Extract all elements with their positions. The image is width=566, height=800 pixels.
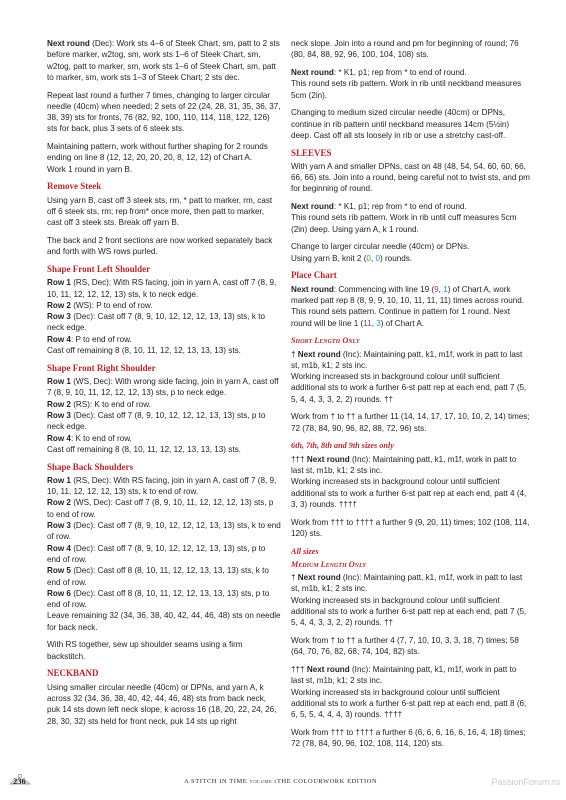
magazine-title: A STITCH IN TIME VOLUME 3 (184, 778, 277, 785)
paragraph: ††† Next round (Inc): Maintaining patt, k1, m1f, work in patt to last st, m1b, k1; 2 sts inc. Working increased sts in background colour until sufficient additional sts to work a further 6-st patt rep at each end, patt 8 (6, 6, 5, 5, 4, 4, 4, 3) rounds. †††† (291, 665, 527, 720)
heading-medium-length-only: Medium Length Only (291, 559, 367, 569)
watermark: PassionForum.ru (491, 777, 560, 787)
instruction-block: Row 1 (RS, Dec): With RS facing, join in yarn A, cast off 7 (8, 9, 10, 11, 12, 12, 12, 13) sts, k to neck edge. Row 2 (WS): P to end of row. Row 3 (Dec): Cast off 7 (8, 9, 10, 12, 12, 12, 13, 13) sts, k to neck edge. Row 4: P to end of row. Cast off remaining 8 (8, 10, 11, 12, 12, 13, 13, 13) sts. (47, 278, 277, 356)
heading-all-sizes: All sizes (291, 546, 319, 556)
paragraph: ††† Next round (Inc): Maintaining patt, k1, m1f, work in patt to last st, m1b, k1; 2 sts inc. Working increased sts in background colour until sufficient additional sts to work a further 6-st patt rep at each end, patt 4 (4, 3, 3) rounds. †††† (291, 454, 527, 509)
paragraph: Maintaining pattern, work without further shaping for 2 rounds ending on line 8 (12, 12, 20, 20, 20, 8, 12, 12) of Chart A. Work 1 round in yarn B. (47, 142, 268, 174)
paragraph: Change to larger circular needle (40cm) or DPNs. Using yarn B, knit 2 (0, 0) rounds. (291, 242, 470, 263)
heading-neckband: NECKBAND (47, 668, 99, 679)
page-footer (0, 773, 566, 793)
heading-shape-front-left-shoulder: Shape Front Left Shoulder (47, 264, 151, 274)
paragraph: Work from † to †† a further 11 (14, 14, 17, 17, 10, 10, 2, 14) times; 72 (78, 84, 90, 96, 82, 88, 72, 96) sts. (291, 412, 530, 433)
paragraph: With yarn A and smaller DPNs, cast on 48 (48, 54, 54, 60, 60, 66, 66, 66) sts. Join into a round, being careful not to twist sts, and pm for beginning of round. (291, 161, 530, 194)
paragraph: † Next round (Inc): Maintaining patt, k1, m1f, work in patt to last st, m1b, k1; 2 sts inc. Working increased sts in background colour until sufficient additional sts to work a further 6-st patt rep at each end, patt 7 (5, 5, 4, 4, 3, 3, 2, 2) rounds. †† (291, 349, 527, 404)
paragraph: Next round: * K1, p1; rep from * to end of round. This round sets rib pattern. Work in rib until cuff measures 5cm (2in) deep. Using yarn A, k 1 round. (291, 202, 517, 234)
paragraph: Changing to medium sized circular needle (40cm) or DPNs, continue in rib pattern until neckband measures 14cm (5½in) deep. Cast off all sts loosely in rib or use a stretchy cast-off. (291, 108, 510, 140)
paragraph: Using smaller circular needle (40cm) or DPNs, and yarn A, k across 32 (34, 36, 38, 40, 42, 44, 46, 48) sts from back neck, puk 14 sts down left neck slope, k across 16 (18, 20, 22, 24, 26, 28, 30, 32) sts held for front neck, puk 14 sts up right (47, 682, 277, 726)
left-column (47, 38, 281, 733)
heading-remove-steek: Remove Steek (47, 181, 102, 192)
paragraph: Repeat last round a further 7 times, changing to larger circular needle (40cm) when needed; 2 sets of 22 (24, 28, 31, 35, 36, 37, 38, 39) sts for fronts, 76 (82, 92, 100, 110, 114, 118, 122, 126) sts for back, plus 3 sets of 6 steek sts. (47, 90, 281, 134)
paragraph: Using yarn B, cast off 3 steek sts, rm, * patt to marker, rm, cast off 6 steek sts, rm; rep from* once more, then patt to marker, cast off 3 steek sts. Break off yarn B. (47, 195, 273, 228)
heading-place-chart: Place Chart (291, 270, 337, 281)
paragraph: Work from ††† to †††† a further 6 (6, 6, 6, 16, 6, 16, 4, 18) times; 72 (78, 84, 90, 96, 102, 108, 114, 120) sts. (291, 727, 526, 749)
paragraph: Next round: Commencing with line 19 (9, 1) of Chart A, work marked patt rep 8 (8, 9, 9, 10, 10, 11, 11, 11) times across round. This round sets pattern. Continue in pattern for 1 round. Next round will be line 1 (11, 3) of Chart A. (291, 284, 525, 328)
paragraph: Work from ††† to †††† a further 9 (9, 20, 11) times; 102 (108, 114, 120) sts. (291, 517, 530, 538)
heading-sleeves: SLEEVES (291, 147, 332, 158)
paragraph: Work from † to †† a further 4 (7, 7, 10, 10, 3, 3, 18, 7) times; 58 (64, 70, 76, 82, 68, 74, 104, 82) sts. (291, 636, 519, 657)
paragraph: Next round: * K1, p1; rep from * to end of round. This round sets rib pattern. Work in rib until neckband measures 5cm (2in). (291, 67, 522, 100)
right-column (291, 38, 531, 756)
edition-title: THE COLOURWORK EDITION (277, 778, 378, 785)
heading-shape-front-right-shoulder: Shape Front Right Shoulder (47, 362, 156, 373)
heading-shape-back-shoulders: Shape Back Shoulders (47, 461, 134, 472)
instruction-block: Row 1 (WS, Dec): With wrong side facing, join in yarn A, cast off 7 (8, 9, 10, 11, 12, 12, 12, 13) sts, p to neck edge. Row 2 (RS): K to end of row. Row 3 (Dec): Cast off 7 (8, 9, 10, 12, 12, 12, 13, 13) sts, p to neck edge. Row 4: K to end of row. Cast off remaining 8 (8, 10, 11, 12, 12, 13, 13, 13) sts. (47, 377, 279, 454)
paragraph: neck slope. Join into a round and pm for beginning of round; 76 (80, 84, 88, 92, 96, 100, 104, 108) sts. (291, 39, 519, 60)
paragraph: † Next round (Inc): Maintaining patt, k1, m1f, work in patt to last st, m1b, k1; 2 sts inc. Working increased sts in background colour until sufficient additional sts to work a further 6-st patt rep at each end, patt 7 (5, 5, 4, 4, 3, 3, 2, 2) rounds. †† (291, 573, 527, 628)
paragraph: The back and 2 front sections are now worked separately back and forth with WS rows purled. (47, 236, 273, 257)
heading-short-length-only: Short Length Only (291, 336, 360, 346)
paragraph: With RS together, sew up shoulder seams using a firm backstitch. (47, 640, 243, 661)
page-number: 236 (13, 776, 26, 786)
paragraph: Next round (Dec): Work sts 4–6 of Steek Chart, sm, patt to 2 sts before marker, w2tog, sm, work sts 1–6 of Steek Chart, sm, w2tog, patt to marker, sm, work sts 1–6 of Steek Chart, sm, patt to marker, sm, work sts 1–3 of Steek Chart; 2 sts dec. (47, 39, 280, 82)
heading-sizes-6-9: 6th, 7th, 8th and 9th sizes only (291, 441, 394, 451)
instruction-block: Row 1 (RS, Dec): With RS facing, join in yarn A, cast off 7 (8, 9, 10, 11, 12, 12, 12, 13) sts, k to end of row. Row 2 (WS, Dec): Cast off 7 (8, 9, 10, 11, 12, 12, 12, 13) sts, p to end of row. Row 3 (Dec): Cast off 7 (8, 9, 10, 12, 12, 12, 13, 13) sts, k to end of row. Row 4 (Dec): Cast off 7 (8, 9, 10, 12, 12, 12, 13, 13) sts, p to end of row. Row 5 (Dec): Cast off 8 (8, 10, 11, 12, 12, 13, 13, 13) sts, k to end of row. Row 6 (Dec): Cast off 8 (8, 10, 11, 12, 12, 13, 13, 13) sts, p to end of row. Leave remaining 32 (34, 36, 38, 40, 42, 44, 46, 48) sts on needle for back neck. (47, 475, 281, 632)
